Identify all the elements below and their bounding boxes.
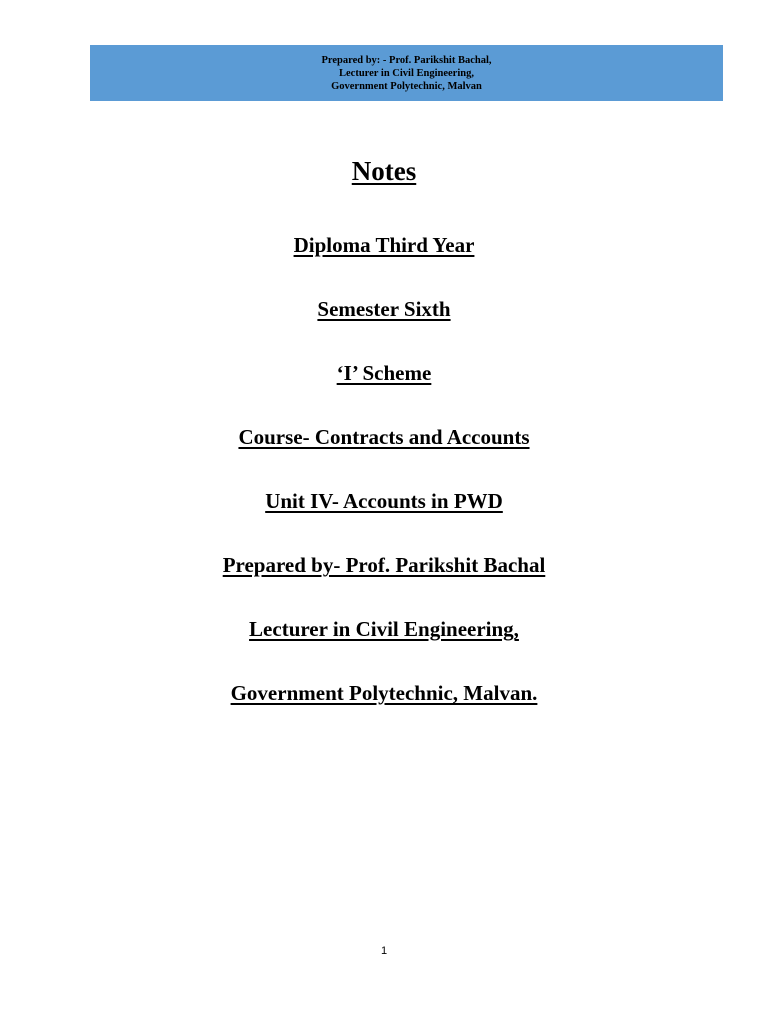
cover-line-author: Prepared by- Prof. Parikshit Bachal (222, 553, 546, 577)
header-line-designation: Lecturer in Civil Engineering, (339, 68, 474, 79)
header-line-institution: Government Polytechnic, Malvan (331, 81, 482, 92)
cover-line-institution: Government Polytechnic, Malvan. (230, 681, 538, 705)
cover-line-designation: Lecturer in Civil Engineering, (249, 617, 519, 641)
cover-title: Notes (351, 156, 417, 186)
cover-line-semester: Semester Sixth (317, 297, 451, 321)
header-banner (90, 45, 723, 101)
cover-line-diploma: Diploma Third Year (293, 233, 475, 257)
cover-line-unit: Unit IV- Accounts in PWD (265, 489, 503, 513)
header-line-author: Prepared by: - Prof. Parikshit Bachal, (321, 55, 492, 66)
cover-line-scheme: ‘I’ Scheme (336, 361, 432, 385)
page-number: 1 (380, 945, 388, 957)
cover-line-course: Course- Contracts and Accounts (238, 425, 530, 449)
